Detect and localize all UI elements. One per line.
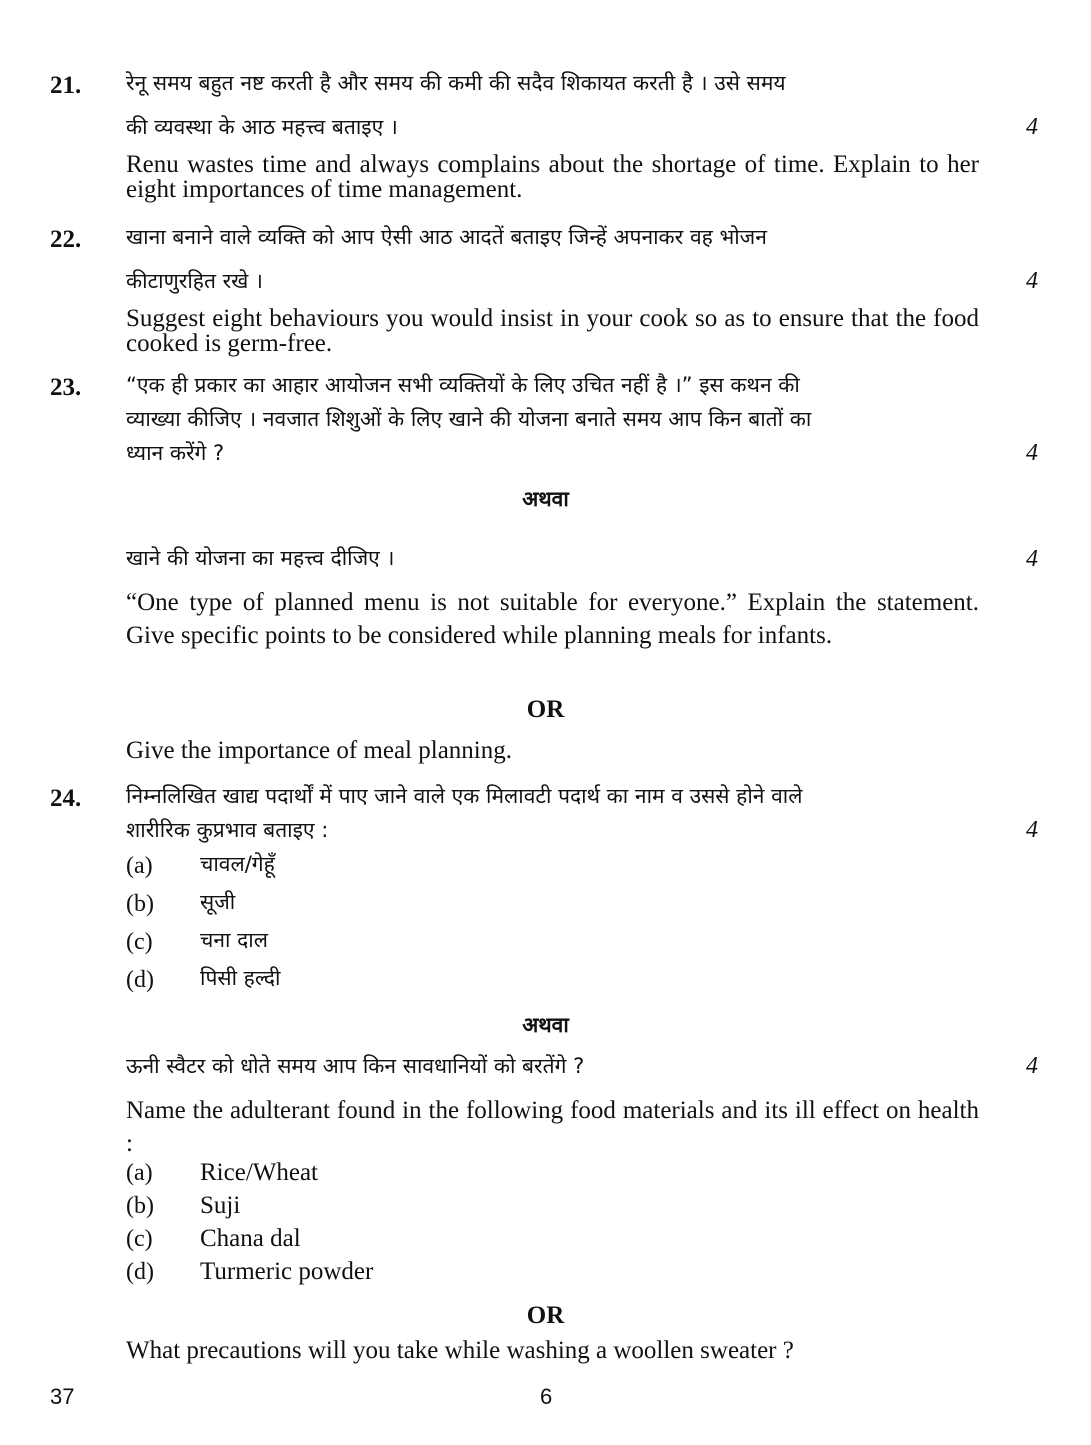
question-number: 23. (50, 374, 82, 401)
q24-alt-english: What precautions will you take while washing a woollen sweater ? (126, 1337, 794, 1364)
option-text: पिसी हल्दी (200, 966, 281, 990)
question-number: 22. (50, 226, 82, 253)
question-number: 21. (50, 72, 82, 99)
option-label: (b) (126, 1193, 154, 1219)
q23-hindi-line3: ध्यान करेंगे ? (126, 441, 225, 465)
page-number: 6 (540, 1384, 553, 1409)
option-label: (a) (126, 1160, 153, 1186)
option-text: Rice/Wheat (200, 1159, 318, 1186)
q22-hindi-line1: खाना बनाने वाले व्यक्ति को आप ऐसी आठ आदतें बताइए जिन्हें अपनाकर वह भोजन (126, 225, 767, 249)
option-text: सूजी (200, 890, 236, 914)
q24-alt-hindi: ऊनी स्वैटर को धोते समय आप किन सावधानियों को बरतेंगे ? (126, 1054, 585, 1078)
marks: 4 (1026, 817, 1038, 843)
q21-english: Renu wastes time and always complains about the shortage of time. Explain to her eight importances of time management. (126, 151, 979, 203)
marks: 4 (1026, 1053, 1038, 1079)
option-text: चना दाल (200, 928, 268, 952)
q23-english: “One type of planned menu is not suitable for everyone.” Explain the statement. Give specific points to be considered while planning meals for infants. (126, 589, 979, 649)
or-divider-hindi: अथवा (522, 487, 569, 511)
option-label: (c) (126, 1226, 153, 1252)
q23-alt-english: Give the importance of meal planning. (126, 737, 512, 764)
q22-english: Suggest eight behaviours you would insist in your cook so as to ensure that the food cooked is germ-free. (126, 305, 979, 357)
q24-hindi-line2: शारीरिक कुप्रभाव बताइए : (126, 818, 329, 842)
option-text: Chana dal (200, 1225, 301, 1252)
option-label: (d) (126, 967, 154, 993)
option-label: (a) (126, 853, 153, 879)
paper-code: 37 (50, 1384, 75, 1409)
or-divider-english: OR (526, 1302, 565, 1329)
question-number: 24. (50, 785, 82, 812)
option-text: Suji (200, 1192, 241, 1219)
q24-english: Name the adulterant found in the following food materials and its ill effect on health : (126, 1097, 979, 1157)
q24-hindi-line1: निम्नलिखित खाद्य पदार्थों में पाए जाने वाले एक मिलावटी पदार्थ का नाम व उससे होने वाले (126, 784, 803, 808)
option-text: Turmeric powder (200, 1258, 374, 1285)
marks: 4 (1026, 546, 1038, 572)
q21-hindi-line2: की व्यवस्था के आठ महत्त्व बताइए । (126, 115, 398, 139)
or-divider-english: OR (526, 696, 565, 723)
q21-hindi-line1: रेनू समय बहुत नष्ट करती है और समय की कमी की सदैव शिकायत करती है । उसे समय (126, 71, 786, 95)
q23-alt-hindi: खाने की योजना का महत्त्व दीजिए । (126, 546, 395, 570)
q23-hindi-line1: “एक ही प्रकार का आहार आयोजन सभी व्यक्तियों के लिए उचित नहीं है ।” इस कथन की (126, 373, 800, 397)
option-label: (c) (126, 929, 153, 955)
option-label: (b) (126, 891, 154, 917)
option-text: चावल/गेहूँ (200, 852, 275, 876)
q23-hindi-line2: व्याख्या कीजिए । नवजात शिशुओं के लिए खाने की योजना बनाते समय आप किन बातों का (126, 407, 812, 431)
or-divider-hindi: अथवा (522, 1013, 569, 1037)
option-label: (d) (126, 1259, 154, 1285)
marks: 4 (1026, 268, 1038, 294)
marks: 4 (1026, 114, 1038, 140)
q22-hindi-line2: कीटाणुरहित रखे । (126, 269, 263, 293)
marks: 4 (1026, 440, 1038, 466)
